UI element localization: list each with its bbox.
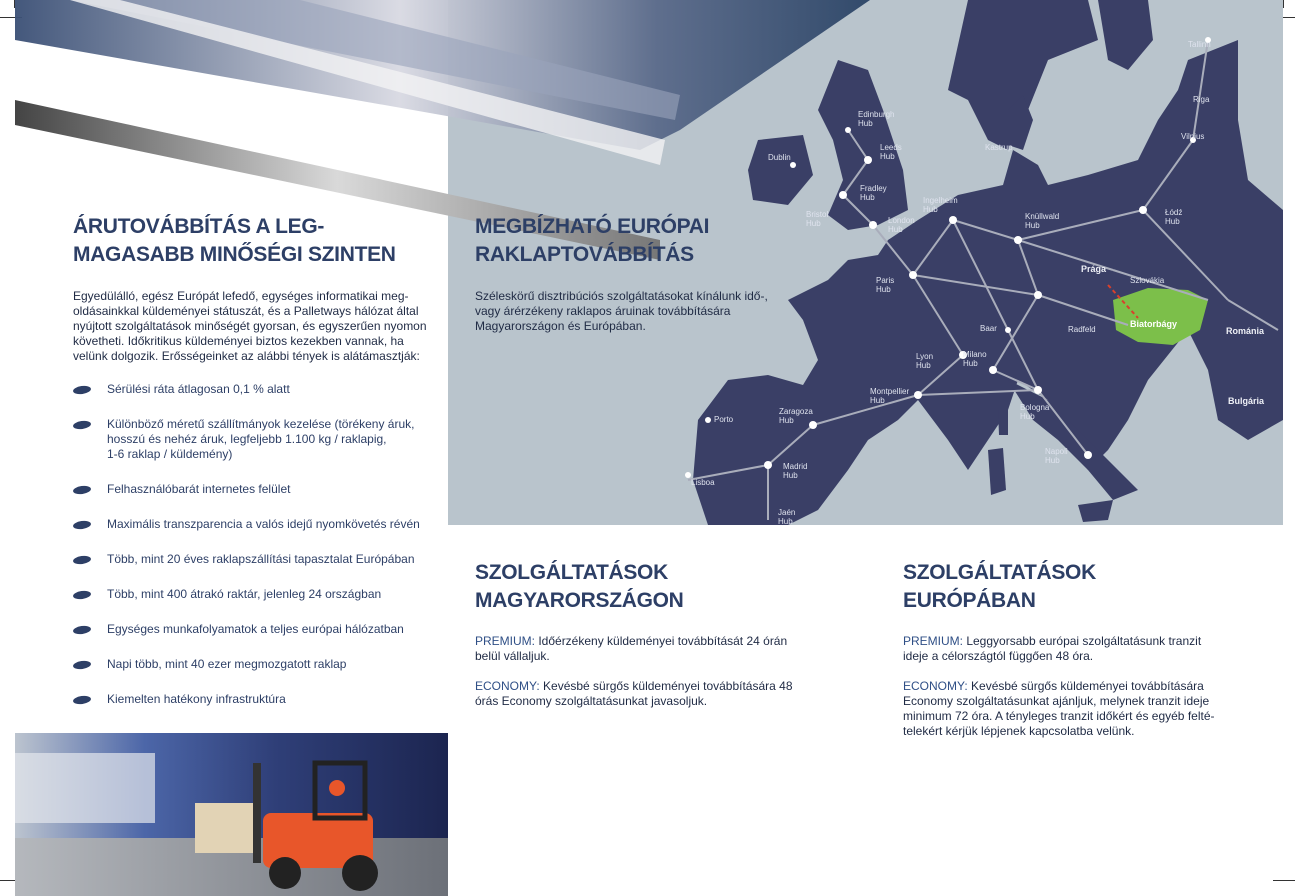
hungary-economy — [475, 679, 795, 709]
map-label-leeds: Leeds Hub — [880, 143, 902, 161]
europe-premium — [903, 634, 1243, 664]
quality-intro: Egyedülálló, egész Európát lefedő, egységes informatikai meg- oldásainkkal küldeményei státuszát, és a Palletways hálózat által nyújtott szolgáltatások minőségét gyorsan, és egyszerűen nyomon követheti. Időkritikus küldeményei biztos kezekben vannak, ha velünk dolgozik. Erősségeinket az alábbi tények is alátámasztják: — [73, 289, 427, 363]
map-label-fradley: Fradley Hub — [860, 184, 887, 202]
map-label-vilnius: Vilnius — [1181, 132, 1205, 141]
premium-label: PREMIUM: — [475, 634, 535, 648]
map-label-bologna: Bologna Hub — [1020, 403, 1050, 421]
bullet-text: Kiemelten hatékony infrastruktúra — [107, 692, 286, 706]
map-label-paris: Paris Hub — [876, 276, 895, 294]
map-label-bristol: Bristol Hub — [806, 210, 829, 228]
map-intro: Széleskörű disztribúciós szolgáltatásokat kínálunk idő-, vagy árérzékeny raklapos áruinak továbbítására Magyarországon és Európában. — [475, 289, 768, 333]
list-item — [73, 417, 433, 462]
list-item — [73, 587, 433, 602]
premium-label: PREMIUM: — [903, 634, 963, 648]
map-label-porto: Porto — [714, 415, 734, 424]
bullet-icon — [73, 695, 92, 705]
strengths-list — [73, 382, 433, 707]
economy-text: Kevésbé sürgős küldeményei továbbítására 48 órás Economy szolgáltatásunkat javasoljuk. — [475, 679, 793, 708]
map-label-biatorbagy: Biatorbágy — [1130, 319, 1178, 329]
hungary-premium — [475, 634, 795, 664]
bullet-text: Napi több, mint 40 ezer megmozgatott raklap — [107, 657, 347, 671]
list-item — [73, 657, 433, 672]
map-label-jaen: Jaén Hub — [778, 508, 796, 525]
map-label-bulgaria: Bulgária — [1228, 396, 1265, 406]
premium-text: Leggyorsabb európai szolgáltatásunk tranzit ideje a célországtól függően 48 óra. — [903, 634, 1202, 663]
economy-text: Kevésbé sürgős küldeményei továbbítására Economy szolgáltatásunkat ajánljuk, melynek tranzit ideje minimum 72 óra. A tényleges tranzit időkért és egyéb felté- telekért kérjük lépjenek kapcsolatba velünk. — [903, 679, 1215, 738]
premium-text: Időérzékeny küldeményei továbbítását 24 órán belül vállaljuk. — [475, 634, 788, 663]
list-item — [73, 622, 433, 637]
bullet-text: Sérülési ráta átlagosan 0,1 % alatt — [107, 382, 290, 396]
map-label-szlovakia: Szlovákia — [1130, 276, 1165, 285]
map-label-lyon: Lyon Hub — [916, 352, 934, 370]
bullet-icon — [73, 520, 92, 530]
map-label-radfeld: Radfeld — [1068, 325, 1096, 334]
map-label-zaragoza: Zaragoza Hub — [779, 407, 813, 425]
bullet-icon — [73, 485, 92, 495]
map-label-montpellier: Montpellier Hub — [870, 387, 910, 405]
map-label-tallinn: Tallinn — [1188, 40, 1211, 49]
bullet-icon — [73, 660, 92, 670]
bullet-icon — [73, 590, 92, 600]
map-label-kastrup: Kastrup — [985, 143, 1013, 152]
bullet-text: Több, mint 20 éves raklapszállítási tapasztalat Európában — [107, 552, 415, 566]
map-label-dublin: Dublin — [768, 153, 791, 162]
list-item — [73, 552, 433, 567]
economy-label: ECONOMY: — [475, 679, 540, 693]
map-label-madrid: Madrid Hub — [783, 462, 808, 480]
quality-heading: ÁRUTOVÁBBÍTÁS A LEG- MAGASABB MINŐSÉGI SZINTEN — [73, 215, 396, 266]
bullet-text: Különböző méretű szállítmányok kezelése (törékeny áruk, hosszú és nehéz áruk, legfeljebb 1.100 kg / raklapig, 1-6 raklap / küldemény) — [107, 417, 415, 461]
map-label-milano: Milano Hub — [963, 350, 987, 368]
economy-label: ECONOMY: — [903, 679, 968, 693]
crop-mark — [1273, 880, 1295, 881]
map-label-riga: Riga — [1193, 95, 1210, 104]
list-item — [73, 482, 433, 497]
list-item — [73, 382, 433, 397]
map-label-lodz: Łódź Hub — [1165, 208, 1183, 226]
map-label-knullwald: Knüllwald Hub — [1025, 212, 1060, 230]
bullet-icon — [73, 555, 92, 565]
list-item — [73, 692, 433, 707]
europe-economy — [903, 679, 1243, 739]
europe-services-heading: SZOLGÁLTATÁSOK EURÓPÁBAN — [903, 561, 1096, 612]
forklift-photo — [15, 733, 448, 896]
bullet-icon — [73, 420, 92, 430]
crop-mark — [1283, 0, 1284, 8]
bullet-icon — [73, 385, 92, 395]
map-heading: MEGBÍZHATÓ EURÓPAI RAKLAPTOVÁBBÍTÁS — [475, 215, 710, 266]
map-label-romania: Románia — [1226, 326, 1265, 336]
map-label-london: London Hub — [888, 216, 915, 234]
map-label-lisboa: Lisboa — [691, 478, 715, 487]
map-label-praga: Prága — [1081, 264, 1107, 274]
map-label-napoli: Napoli Hub — [1045, 447, 1068, 465]
hungary-services-heading: SZOLGÁLTATÁSOK MAGYARORSZÁGON — [475, 561, 684, 612]
bullet-text: Maximális transzparencia a valós idejű nyomkövetés révén — [107, 517, 420, 531]
bullet-text: Több, mint 400 átrakó raktár, jelenleg 24 országban — [107, 587, 382, 601]
bullet-icon — [73, 625, 92, 635]
map-label-edinburgh: Edinburgh Hub — [858, 110, 895, 128]
map-label-baar: Baar — [980, 324, 997, 333]
bullet-text: Egységes munkafolyamatok a teljes európai hálózatban — [107, 622, 404, 636]
map-label-ingelheim: Ingelheim Hub — [923, 196, 958, 214]
bullet-text: Felhasználóbarát internetes felület — [107, 482, 291, 496]
list-item — [73, 517, 433, 532]
